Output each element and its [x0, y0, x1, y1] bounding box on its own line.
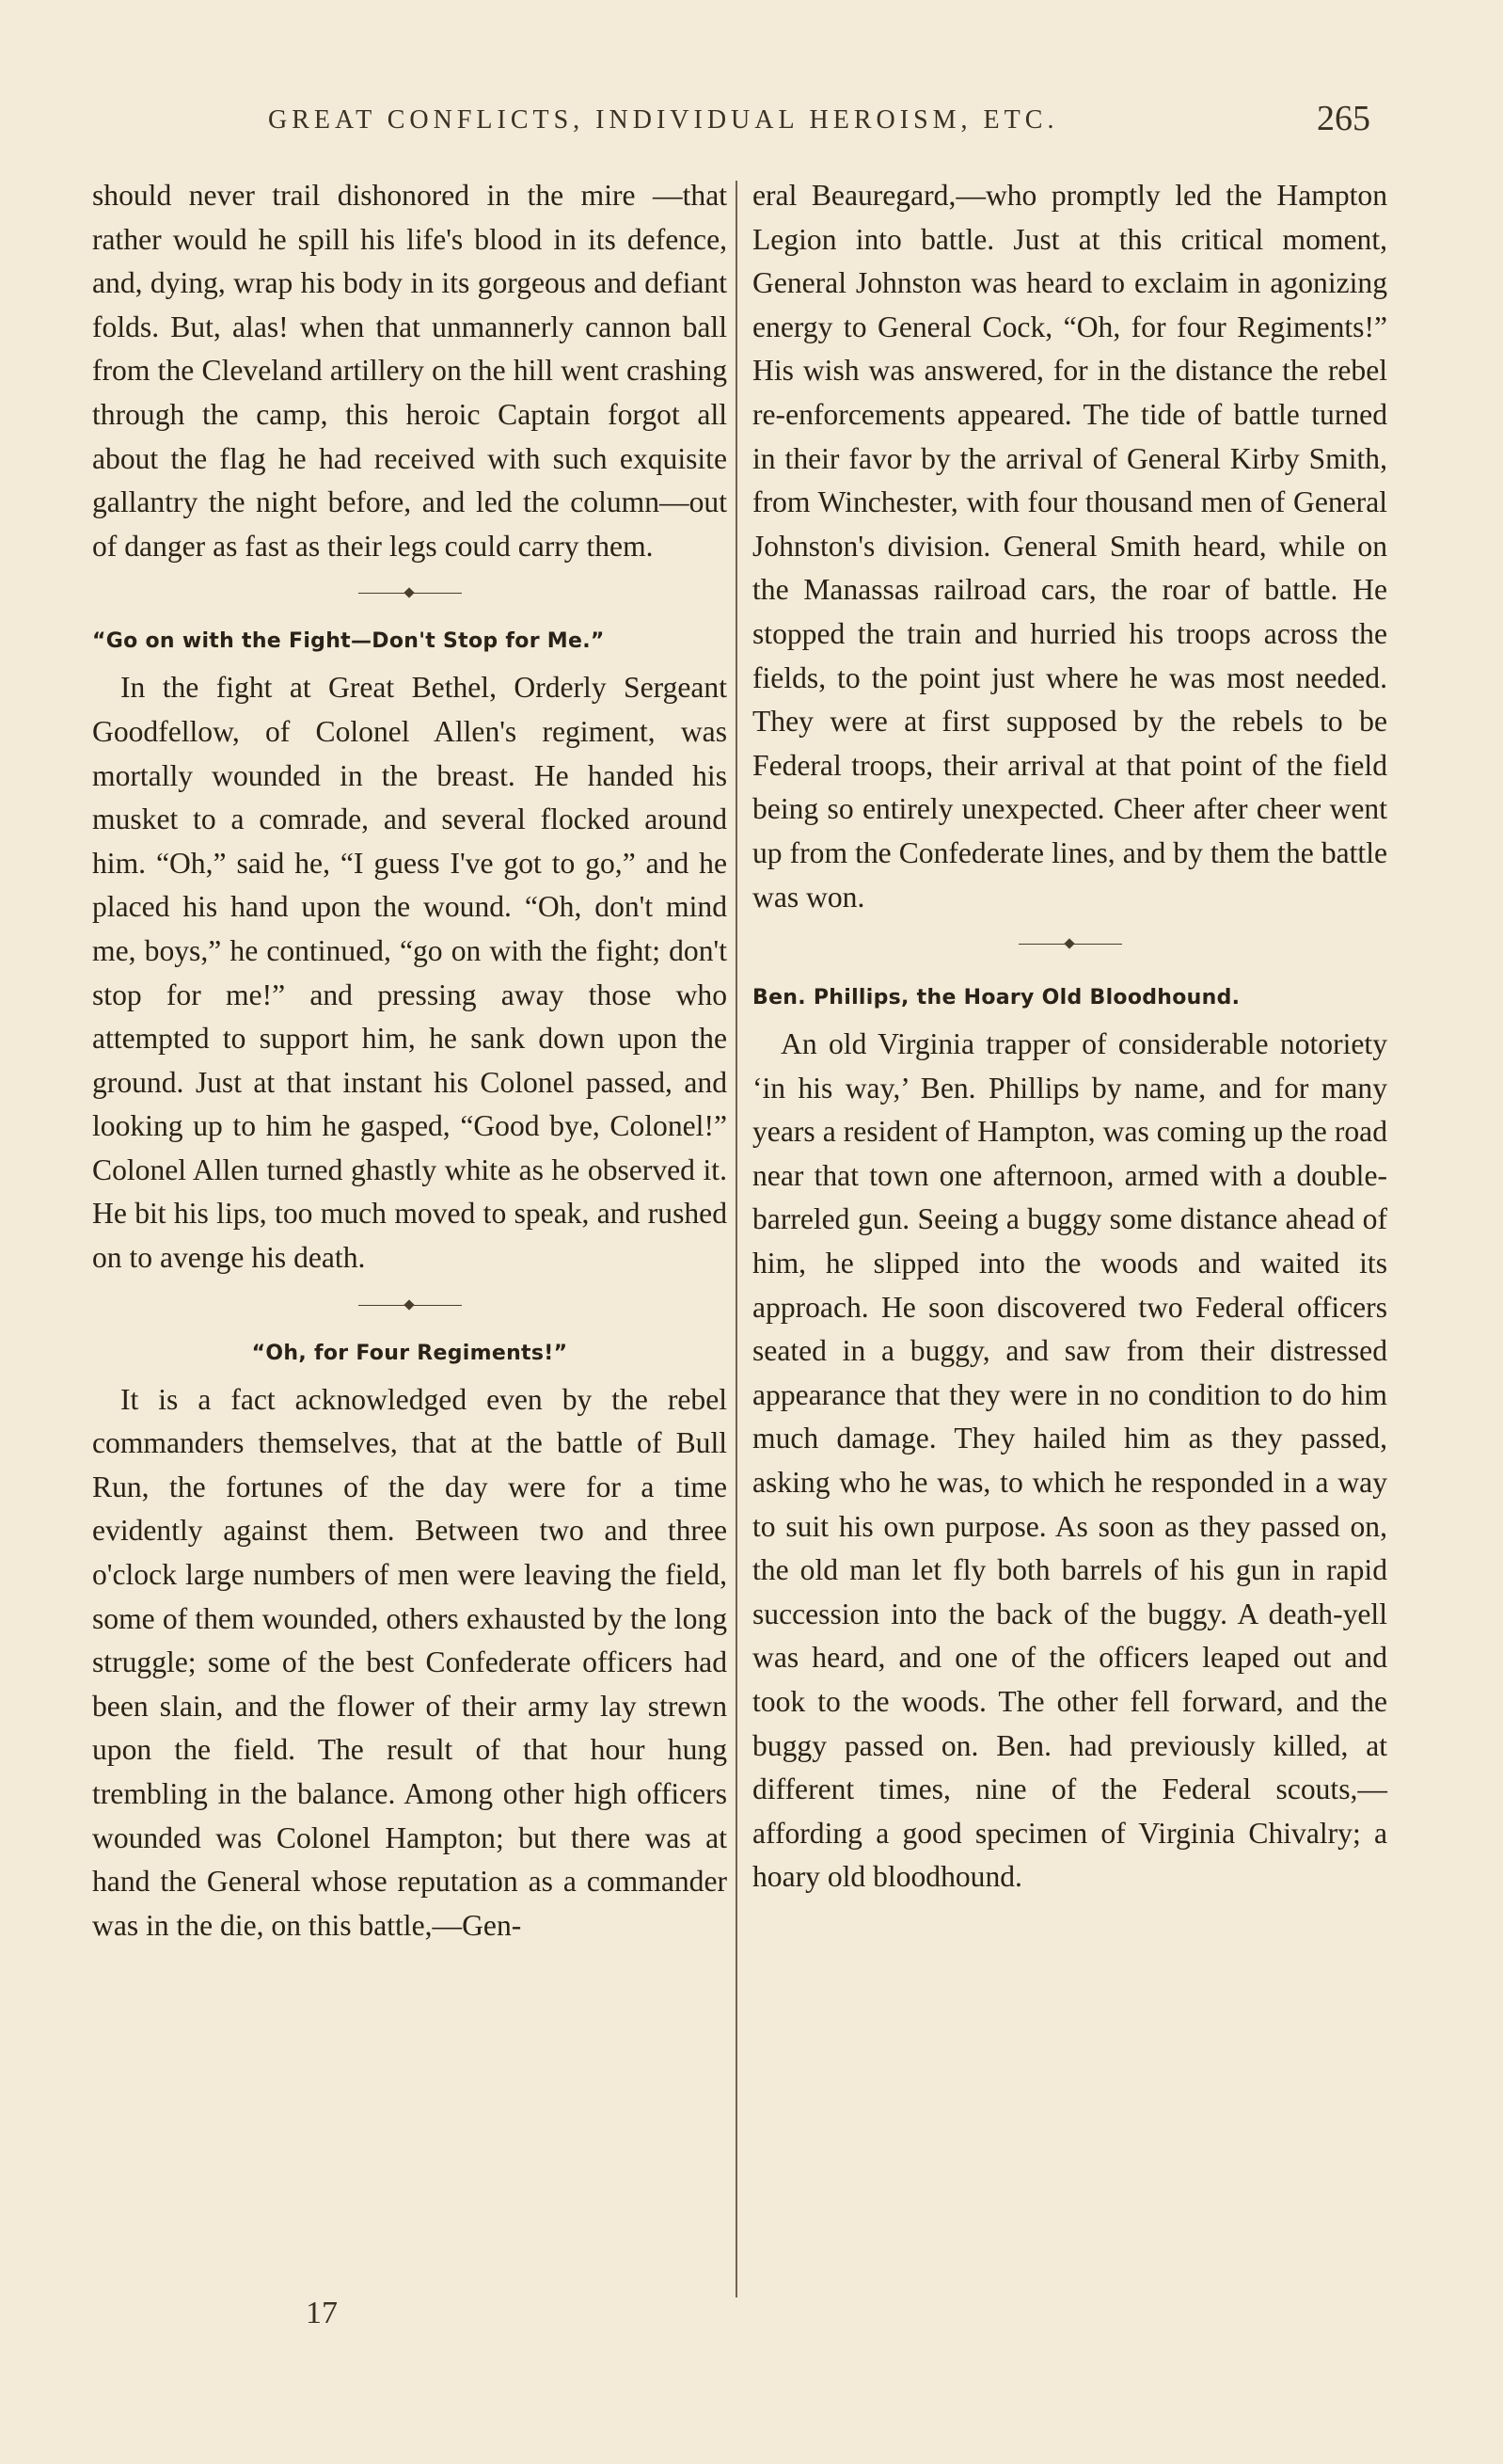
left-column	[92, 174, 727, 1947]
paragraph-ben-phillips: An old Virginia trapper of considerable notoriety ‘in his way,’ Ben. Phillips by name, and for many years a resident of Hampton, was coming up the road near that town one afternoon, armed with a double-barreled gun. Seeing a buggy some distance ahead of him, he slipped into the woods and waited its approach. He soon discovered two Federal officers seated in a buggy, and saw from their distressed appearance that they were in no condition to do him much damage. They hailed him as they passed, asking who he was, to which he responded in a way to suit his own purpose. As soon as they passed on, the old man let fly both barrels of his gun in rapid succession into the back of the buggy. A death-yell was heard, and one of the officers leaped out and took to the woods. The other fell forward, and the buggy passed on. Ben. had previously killed, at different times, nine of the Federal scouts,—affording a good specimen of Virginia Chivalry; a hoary old bloodhound.	[752, 1027, 1387, 1894]
column-divider	[736, 181, 737, 2297]
page-number: 265	[1317, 99, 1370, 138]
signature-mark: 17	[306, 2296, 338, 2330]
paragraph-flag-story-end: should never trail dishonored in the mire —that rather would he spill his life's blood in its defence, and, dying, wrap his body in its gorgeous and defiant folds. But, alas! when that unmannerly cannon ball from the Cleveland artillery on the hill went crashing through the camp, this heroic Captain forgot all about the flag he had received with such exquisite gallantry the night before, and led the column—out of danger as fast as their legs could carry them.	[92, 179, 727, 563]
section-ornament	[92, 568, 727, 619]
paragraph-goodfellow: In the fight at Great Bethel, Orderly Sergeant Goodfellow, of Colonel Allen's regiment, was mortally wounded in the breast. He handed his musket to a comrade, and several flocked around him. “Oh,” said he, “I guess I've got to go,” and he placed his hand upon the wound. “Oh, don't mind me, boys,” he continued, “go on with the fight; don't stop for me!” and pressing away those who attempted to support him, he sank down upon the ground. Just at that instant his Colonel passed, and looking up to him he gasped, “Good bye, Colonel!” Colonel Allen turned ghastly white as he observed it. He bit his lips, too much moved to speak, and rushed on to avenge his death.	[92, 671, 727, 1275]
section-heading-four-regiments: “Oh, for Four Regiments!”	[251, 1341, 568, 1365]
right-column	[752, 174, 1387, 1900]
section-ornament	[92, 1280, 727, 1331]
paragraph-beauregard: eral Beauregard,—who promptly led the Hampton Legion into battle. Just at this critical moment, General Johnston was heard to exclaim in agonizing energy to General Cock, “Oh, for four Regiments!” His wish was answered, for in the distance the rebel re-enforcements appeared. The tide of battle turned in their favor by the arrival of General Kirby Smith, from Winchester, with four thousand men of General Johnston's division. General Smith heard, while on the Manassas railroad cars, the roar of battle. He stopped the train and hurried his troops across the fields, to the point just where he was most needed. They were at first supposed by the rebels to be Federal troops, their arrival at that point of the field being so entirely unexpected. Cheer after cheer went up from the Confederate lines, and by them the battle was won.	[752, 179, 1387, 914]
section-heading-fight: “Go on with the Fight—Don't Stop for Me.”	[92, 629, 605, 654]
running-title: GREAT CONFLICTS, INDIVIDUAL HEROISM, ETC.	[268, 105, 1059, 135]
paragraph-bull-run: It is a fact acknowledged even by the rebel commanders themselves, that at the battle of Bull Run, the fortunes of the day were for a time evidently against them. Between two and three o'clock large numbers of men were leaving the field, some of them wounded, others exhausted by the long struggle; some of the best Confederate officers had been slain, and the flower of their army lay strewn upon the field. The result of that hour hung trembling in the balance. Among other high officers wounded was Colonel Hampton; but there was at hand the General whose reputation as a commander was in the die, on this battle,—Gen-	[92, 1382, 727, 1942]
section-heading-ben-phillips: Ben. Phillips, the Hoary Old Bloodhound.	[752, 986, 1241, 1010]
section-ornament	[752, 919, 1387, 976]
